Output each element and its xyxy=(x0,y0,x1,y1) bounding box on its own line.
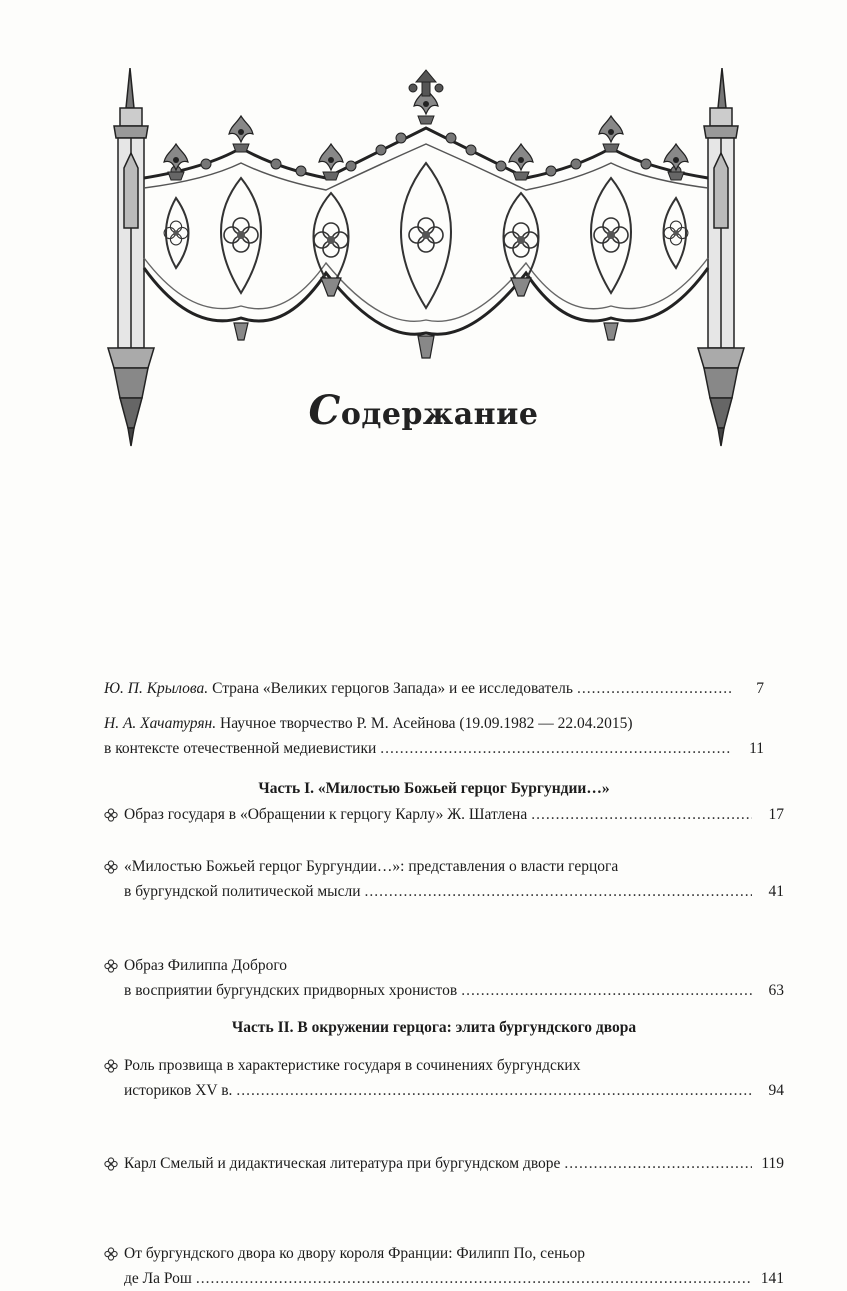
entry-title: Образ Филиппа Доброго xyxy=(124,957,288,974)
entry-title: Карл Смелый и дидактическая литература при бургундском дворе xyxy=(124,1155,561,1172)
flower-bullet-icon xyxy=(104,959,118,973)
leader-dots xyxy=(380,736,732,761)
toc-entry[interactable] xyxy=(104,1151,784,1176)
entry-title: Образ государя в «Обращении к герцогу Карлу» Ж. Шатлена xyxy=(124,806,528,823)
part-2-section xyxy=(104,1015,764,1040)
flower-bullet-icon xyxy=(104,1157,118,1171)
entry-title: Роль прозвища в характеристике государя в сочинениях бургундских xyxy=(124,1057,581,1074)
page-number: 41 xyxy=(768,883,784,900)
entry-author: Ю. П. Крылова. xyxy=(104,680,209,697)
toc-entry-intro-2[interactable] xyxy=(104,711,764,761)
entry-title-continued: в бургундской политической мысли xyxy=(124,883,361,900)
entry-author: Н. А. Хачатурян. xyxy=(104,715,217,732)
entry-title-continued: де Ла Рош xyxy=(124,1270,192,1287)
entry-title-continued: историков XV в. xyxy=(124,1082,233,1099)
toc-entry[interactable] xyxy=(104,854,784,904)
toc-entry[interactable] xyxy=(104,802,784,827)
entry-title: «Милостью Божьей герцог Бургундии…»: представления о власти герцога xyxy=(124,858,619,875)
entry-title-continued: в контексте отечественной медиевистики xyxy=(104,740,377,757)
part-1-section xyxy=(104,776,764,801)
leader-dots xyxy=(577,676,732,701)
leader-dots xyxy=(461,978,752,1003)
leader-dots xyxy=(236,1078,752,1103)
part-1-heading[interactable]: Часть I. «Милостью Божьей герцог Бургундии…» xyxy=(258,780,610,797)
flower-bullet-icon xyxy=(104,860,118,874)
entry-title: Страна «Великих герцогов Запада» и ее исследователь xyxy=(208,680,573,697)
leader-dots xyxy=(196,1266,752,1291)
toc-entry[interactable] xyxy=(104,1053,784,1103)
toc-entry-intro-1[interactable] xyxy=(104,676,764,701)
part-2-heading[interactable]: Часть II. В окружении герцога: элита бургундского двора xyxy=(231,1019,637,1036)
leader-dots xyxy=(531,802,752,827)
flower-bullet-icon xyxy=(104,1059,118,1073)
leader-dots xyxy=(564,1151,752,1176)
page-number: 7 xyxy=(756,680,764,697)
flower-bullet-icon xyxy=(104,808,118,822)
entry-title: Научное творчество Р. М. Асейнова (19.09.1982 — 22.04.2015) xyxy=(216,715,633,732)
toc-entry[interactable] xyxy=(104,1241,784,1291)
title-initial: С xyxy=(308,387,341,434)
page-number: 11 xyxy=(749,740,764,757)
leader-dots xyxy=(365,879,753,904)
page-title xyxy=(0,387,847,434)
page-number: 119 xyxy=(761,1155,784,1172)
page-number: 141 xyxy=(760,1270,784,1287)
page-number: 63 xyxy=(768,982,784,999)
entry-title-continued: в восприятии бургундских придворных хронистов xyxy=(124,982,458,999)
entry-title: От бургундского двора ко двору короля Франции: Филипп По, сеньор xyxy=(124,1245,585,1262)
title-rest: одержание xyxy=(340,397,539,432)
page-number: 94 xyxy=(768,1082,784,1099)
flower-bullet-icon xyxy=(104,1247,118,1261)
toc-entry[interactable] xyxy=(104,953,784,1003)
page-number: 17 xyxy=(768,806,784,823)
